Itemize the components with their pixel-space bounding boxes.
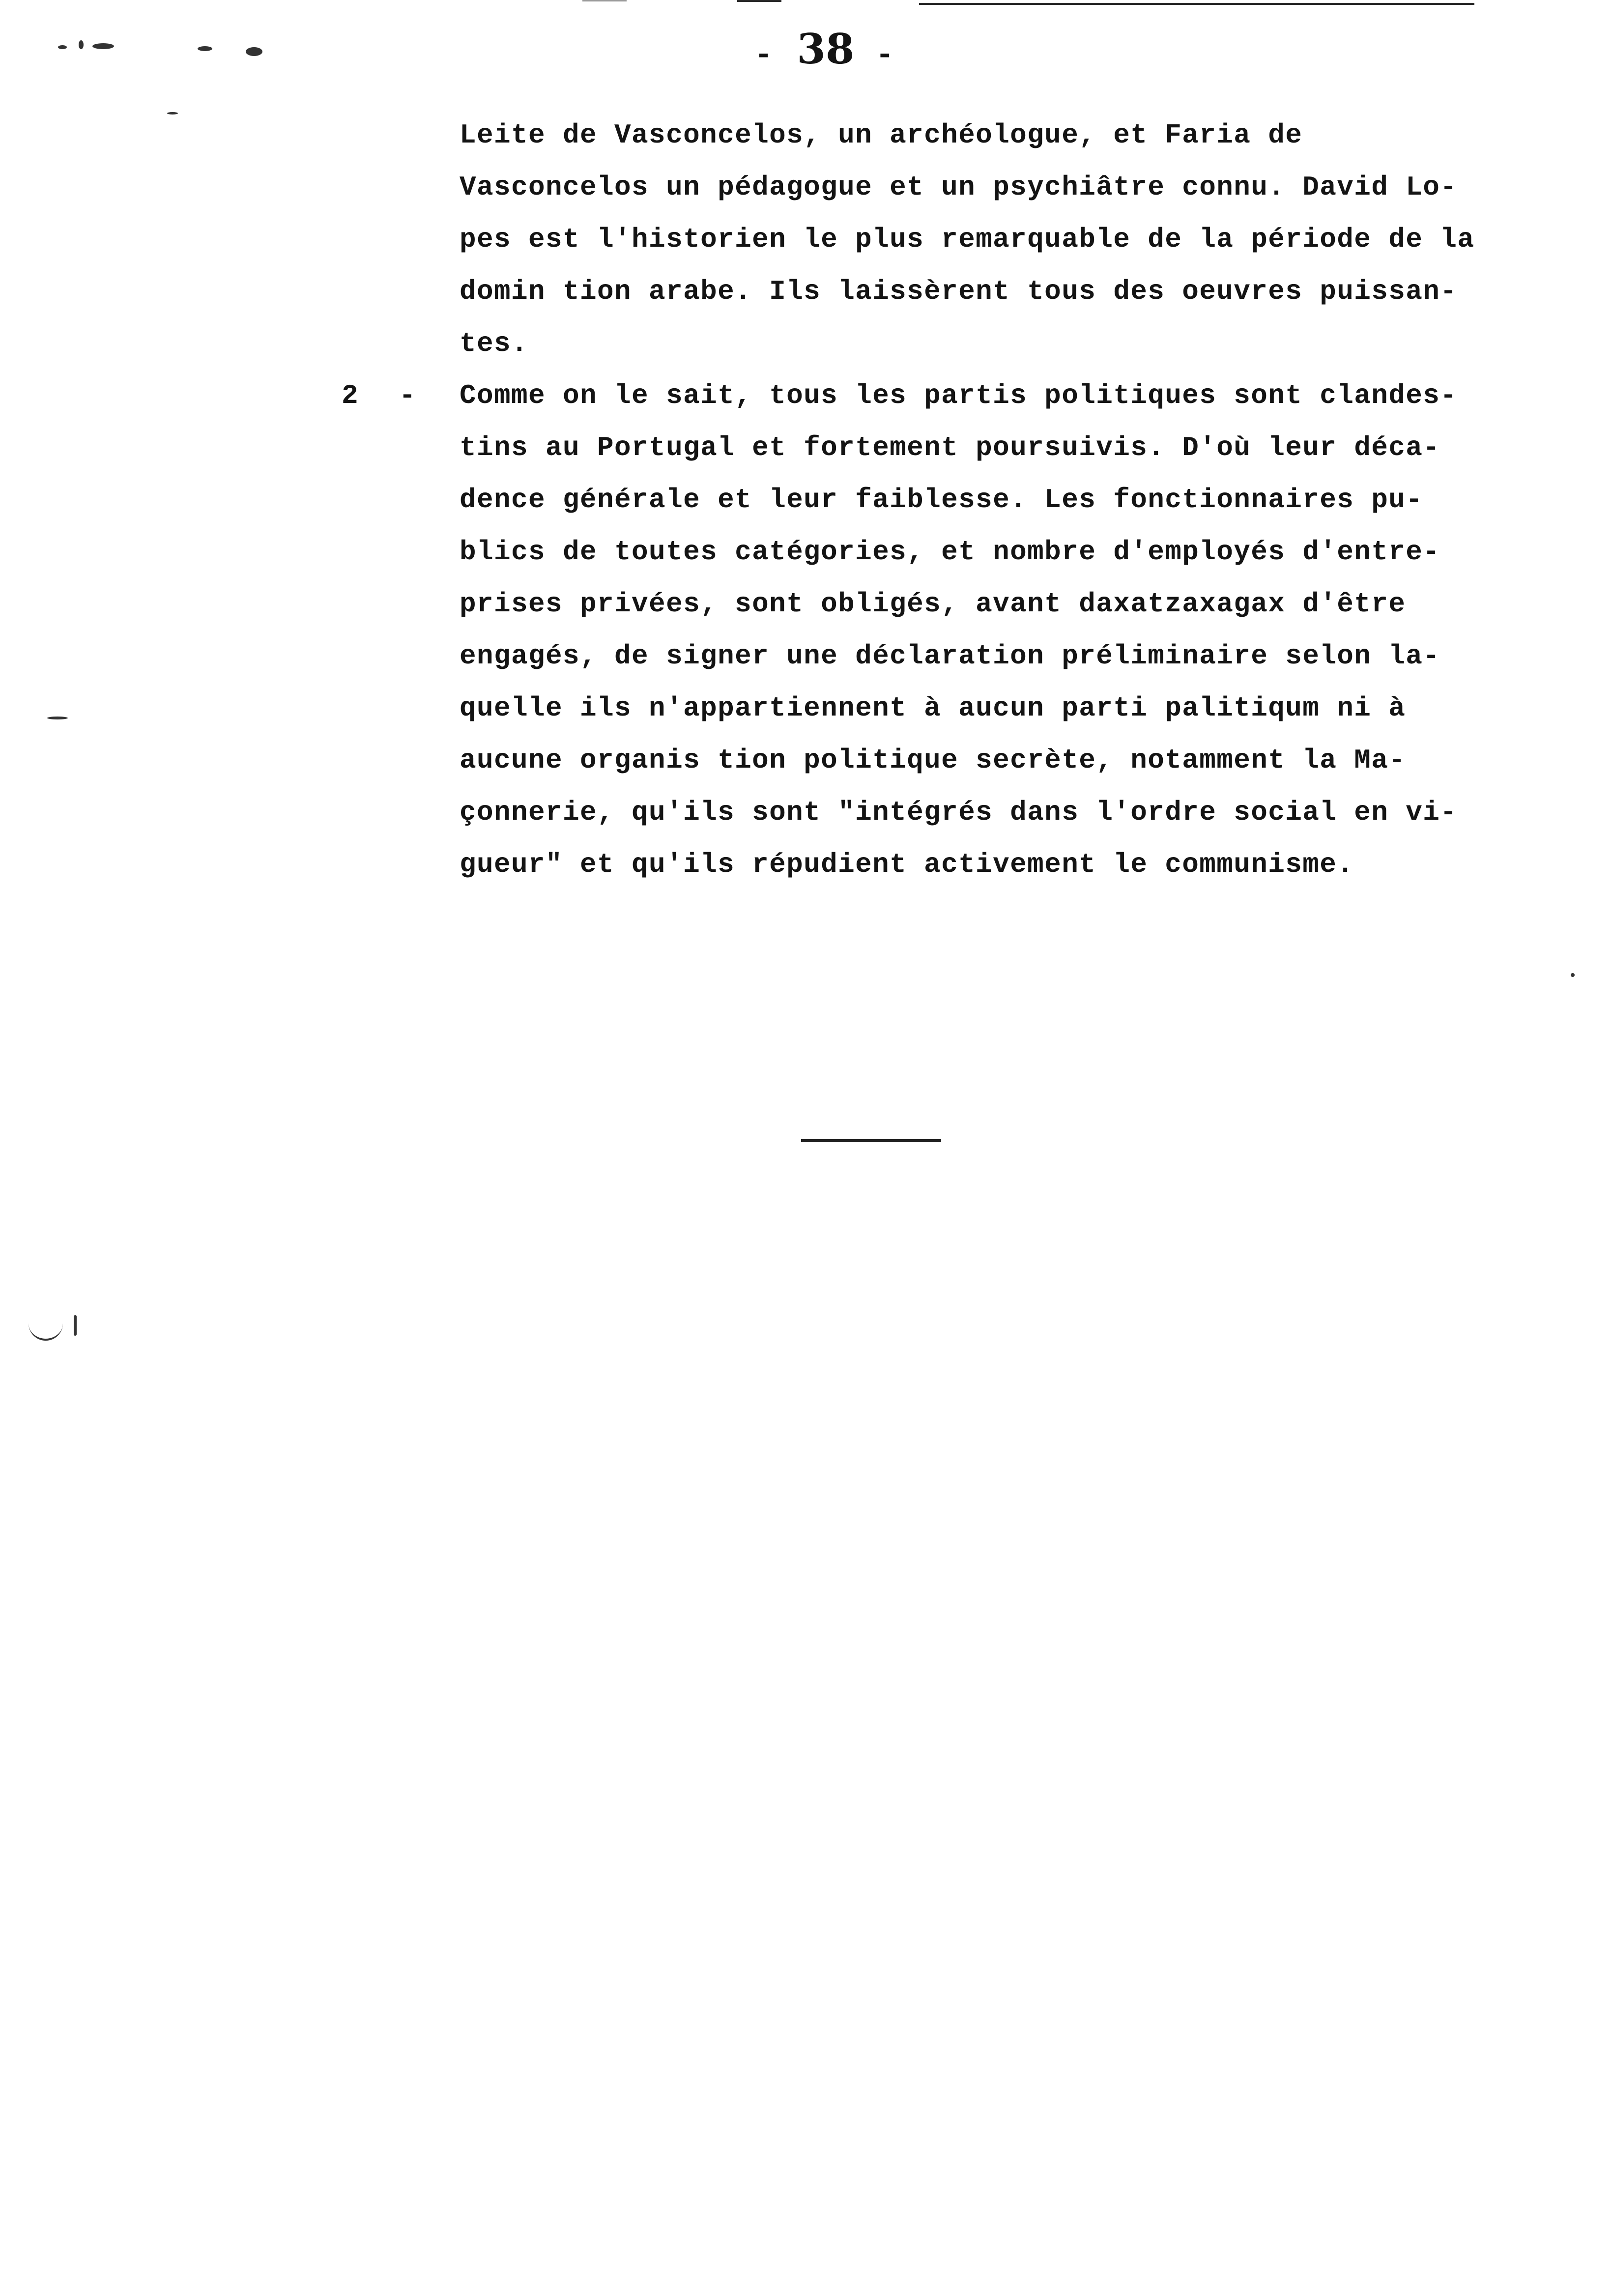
text-line: gueur" et qu'ils répudient activement le communisme. [460,849,1354,880]
note-dash: - [399,380,416,411]
top-rule-fragment [737,0,781,2]
paragraph-continued [460,109,1605,370]
margin-mark [29,1311,63,1341]
top-rule [919,3,1474,5]
text-line: domin tion arabe. Ils laissèrent tous des oeuvres puissan- [460,276,1458,307]
top-rule-fragment [582,0,627,1]
note-number: 2 [342,380,358,411]
note-2-paragraph [460,370,1605,890]
scan-speck [47,717,68,719]
text-line: Comme on le sait, tous les partis politiques sont clandes- [460,380,1458,411]
end-rule [801,1139,941,1142]
text-line: quelle ils n'appartiennent à aucun parti palitiqum ni à [460,692,1406,724]
scan-speck [198,46,212,51]
text-line: dence générale et leur faiblesse. Les fonctionnaires pu- [460,484,1423,516]
text-line: tins au Portugal et fortement poursuivis. D'où leur déca- [460,432,1440,463]
text-line: aucune organis tion politique secrète, notamment la Ma- [460,745,1406,776]
scan-speck [79,40,84,49]
page-number-value: 38 [797,25,855,73]
text-line: engagés, de signer une déclaration préliminaire selon la- [460,640,1440,672]
scan-speck [167,112,178,115]
scan-speck [58,45,67,49]
scan-speck [1571,973,1575,977]
text-line: tes. [460,328,529,359]
page-number-prefix: - [754,38,776,73]
text-line: çonnerie, qu'ils sont "intégrés dans l'ordre social en vi- [460,797,1458,828]
page-number-suffix: - [875,38,897,73]
text-line: Vasconcelos un pédagogue et un psychiâtre connu. David Lo- [460,172,1458,203]
scan-speck [74,1315,77,1336]
text-line: Leite de Vasconcelos, un archéologue, et Faria de [460,119,1303,151]
page-number [732,25,919,73]
text-line: prises privées, sont obligés, avant daxatzaxagax d'être [460,588,1406,620]
scan-speck [92,43,114,49]
text-line: blics de toutes catégories, et nombre d'employés d'entre- [460,536,1440,568]
text-line: pes est l'historien le plus remarquable de la période de la [460,224,1475,255]
scan-speck [246,47,262,56]
